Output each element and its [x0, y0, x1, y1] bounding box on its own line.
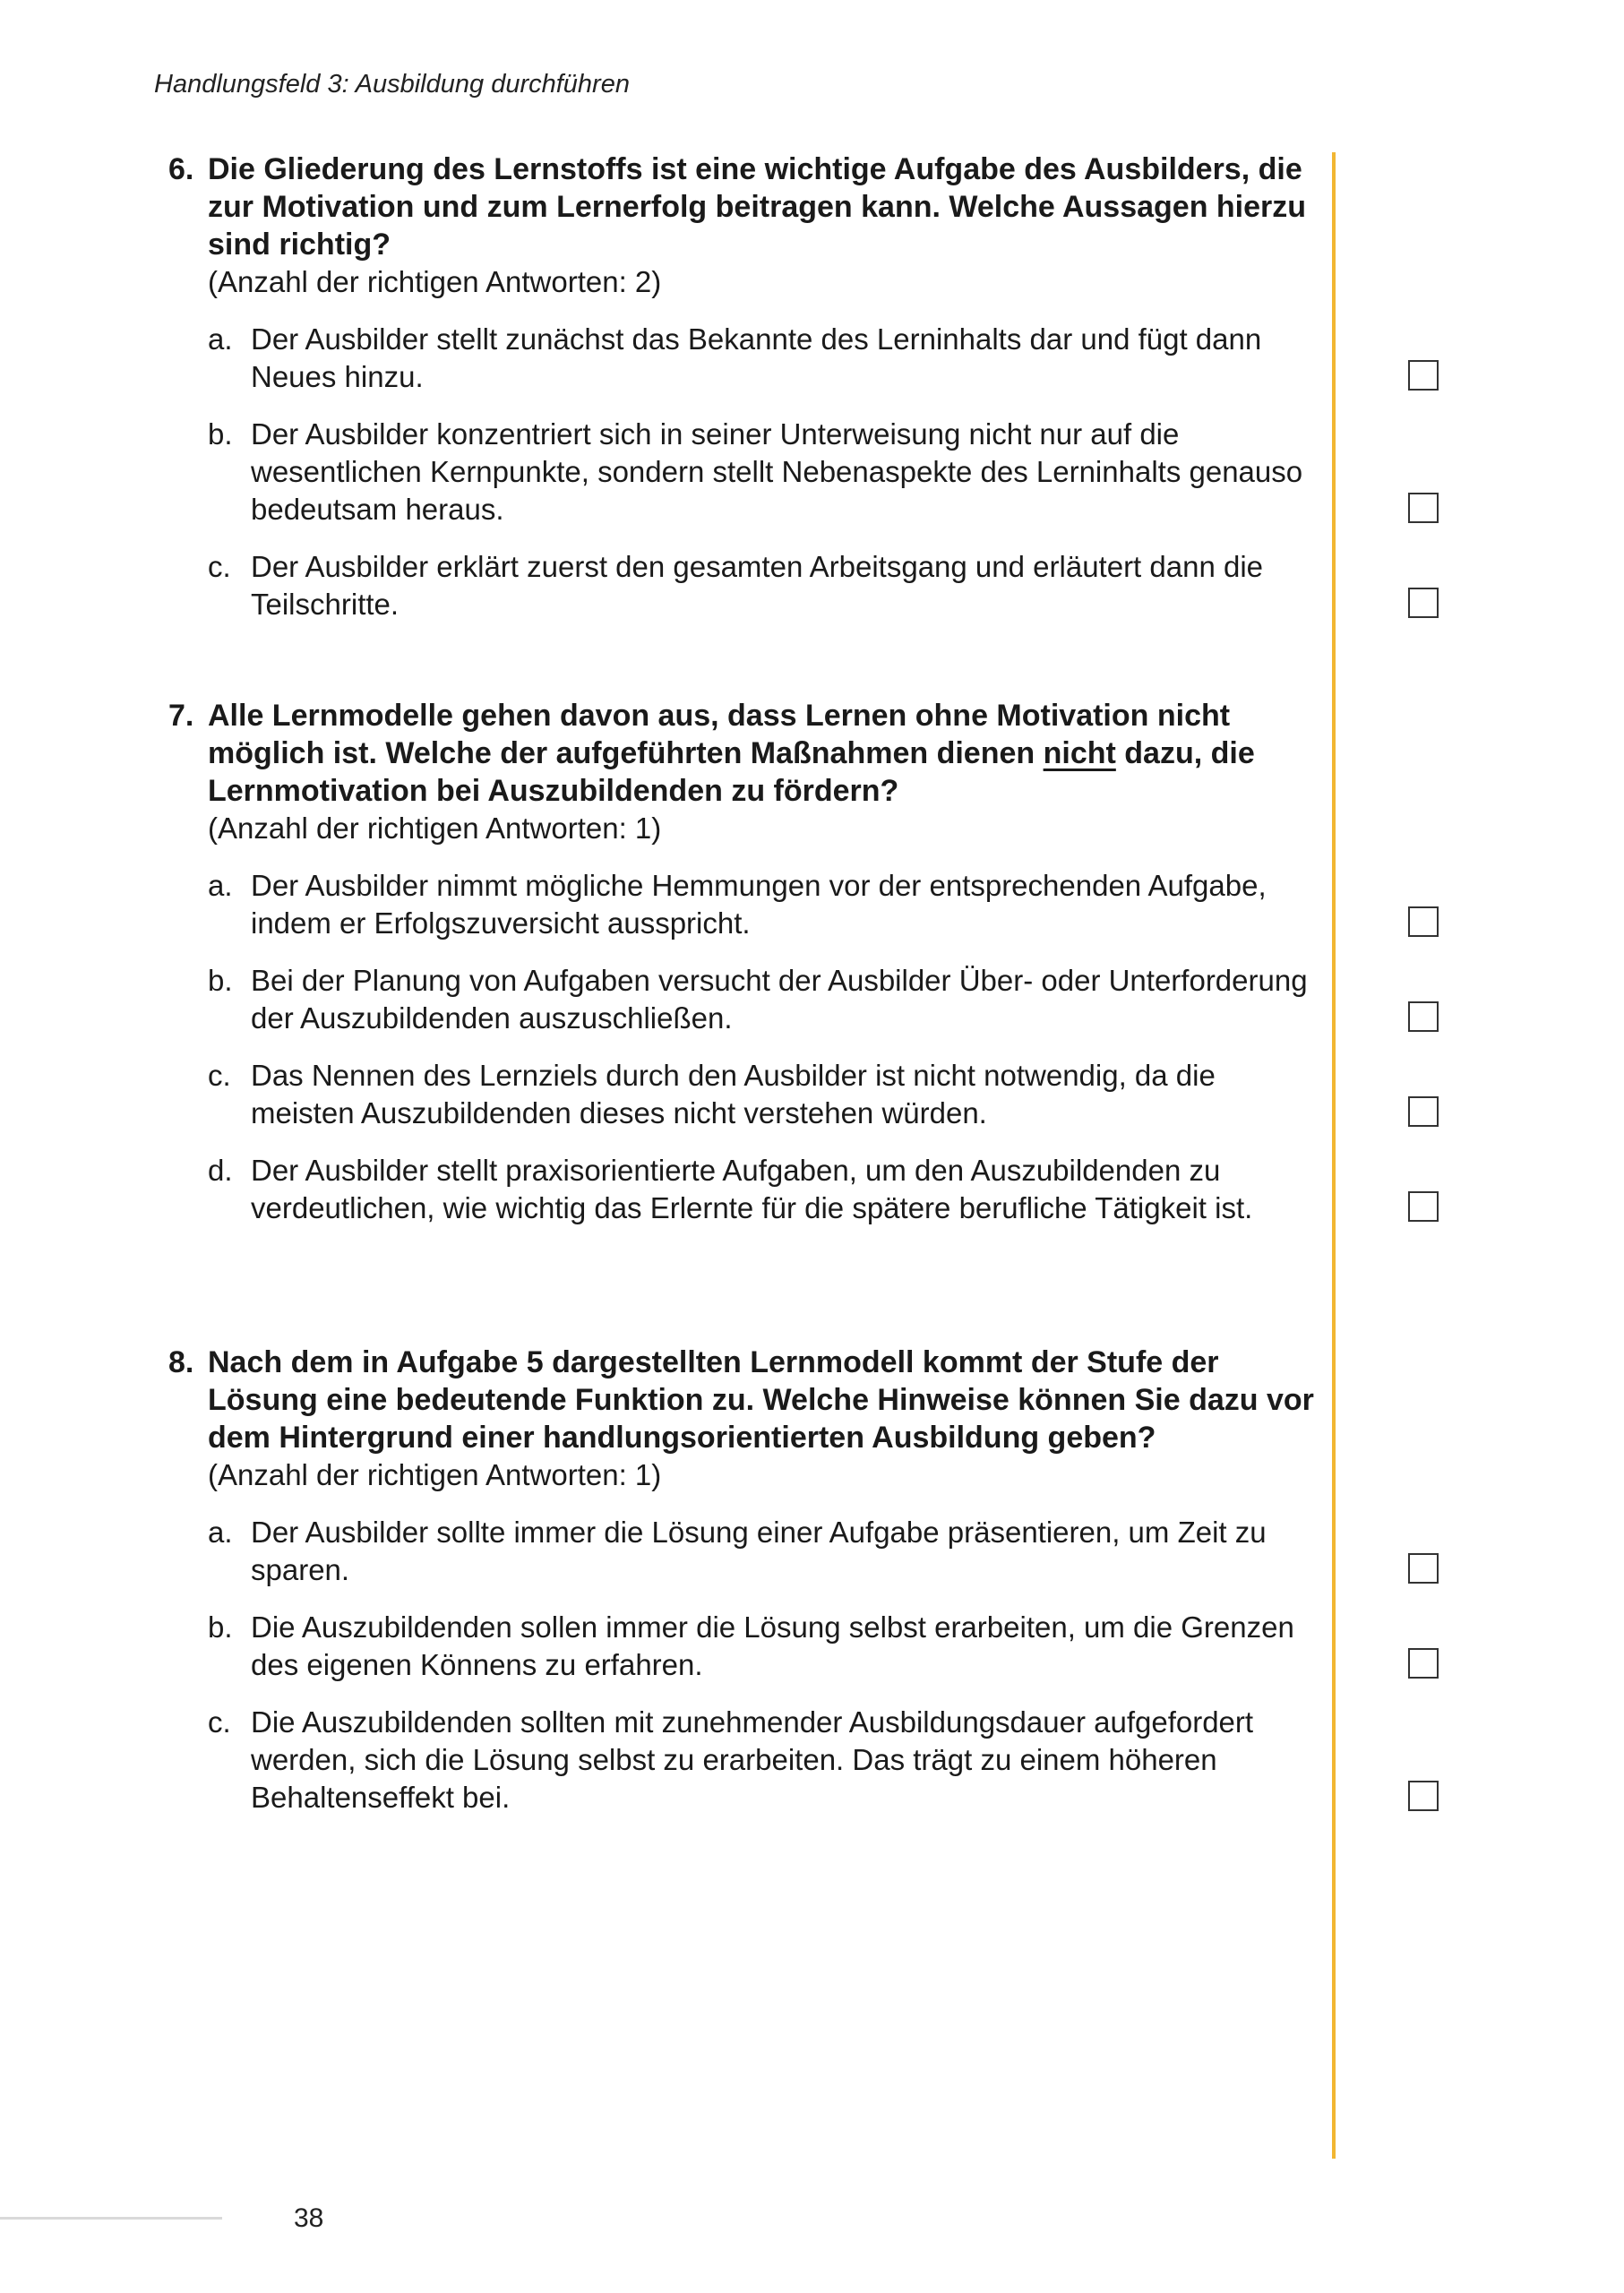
- answer-text: Bei der Planung von Aufgaben versucht der Ausbilder Über- oder Unterforderung der Auszubildenden auszuschließen.: [251, 964, 1308, 1035]
- answer-7a: [208, 867, 1324, 942]
- answer-6b-checkbox[interactable]: [1408, 493, 1439, 523]
- answer-7c-checkbox[interactable]: [1408, 1096, 1439, 1127]
- answer-6a-checkbox[interactable]: [1408, 360, 1439, 391]
- question-8: [168, 1344, 1324, 1836]
- answer-6b: [208, 416, 1324, 528]
- answer-8a-checkbox[interactable]: [1408, 1553, 1439, 1584]
- question-emphasis-underlined: nicht: [1043, 736, 1116, 770]
- answer-7a-checkbox[interactable]: [1408, 906, 1439, 937]
- question-number: 7.: [168, 699, 194, 733]
- question-7: [168, 697, 1324, 1247]
- margin-accent-line: [1332, 152, 1336, 2159]
- answer-8b-checkbox[interactable]: [1408, 1648, 1439, 1679]
- answer-letter: a.: [208, 322, 233, 356]
- answer-text: Der Ausbilder nimmt mögliche Hemmungen vor der entsprechenden Aufgabe, indem er Erfolgszuversicht ausspricht.: [251, 869, 1267, 940]
- answer-count-note: (Anzahl der richtigen Antworten: 1): [208, 1458, 662, 1491]
- question-text: Nach dem in Aufgabe 5 dargestellten Lernmodell kommt der Stufe der Lösung eine bedeutende Funktion zu. Welche Hinweise können Sie dazu vor dem Hintergrund einer handlungsorientierten Ausbildung geben?: [208, 1345, 1314, 1455]
- answer-8b: [208, 1609, 1324, 1684]
- answer-count-note: (Anzahl der richtigen Antworten: 1): [208, 812, 662, 845]
- question-text-end: dazu, die Lernmotivation bei Auszubildenden zu fördern?: [208, 736, 1255, 808]
- answer-text: Das Nennen des Lernziels durch den Ausbilder ist nicht notwendig, da die meisten Auszubildenden dieses nicht verstehen würden.: [251, 1059, 1216, 1129]
- answer-letter: b.: [208, 417, 233, 451]
- question-number: 8.: [168, 1345, 194, 1379]
- question-7-heading: [168, 697, 1324, 810]
- answer-text: Die Auszubildenden sollten mit zunehmender Ausbildungsdauer aufgefordert werden, sich die Lösung selbst zu erarbeiten. Das trägt zu einem höheren Behaltenseffekt bei.: [251, 1705, 1254, 1814]
- answer-text: Der Ausbilder konzentriert sich in seiner Unterweisung nicht nur auf die wesentlichen Kernpunkte, sondern stellt Nebenaspekte des Lerninhalts genauso bedeutsam heraus.: [251, 417, 1303, 526]
- page-number: 38: [294, 2203, 324, 2233]
- answer-letter: c.: [208, 1705, 231, 1739]
- answer-text: Der Ausbilder erklärt zuerst den gesamten Arbeitsgang und erläutert dann die Teilschritte.: [251, 550, 1264, 621]
- answer-7b: [208, 962, 1324, 1037]
- question-6: [168, 150, 1324, 643]
- answer-text: Der Ausbilder stellt praxisorientierte Aufgaben, um den Auszubildenden zu verdeutlichen, wie wichtig das Erlernte für die spätere berufliche Tätigkeit ist.: [251, 1154, 1253, 1224]
- answer-text: Die Auszubildenden sollen immer die Lösung selbst erarbeiten, um die Grenzen des eigenen Könnens zu erfahren.: [251, 1610, 1294, 1681]
- question-text: Die Gliederung des Lernstoffs ist eine wichtige Aufgabe des Ausbilders, die zur Motivation und zum Lernerfolg beitragen kann. Welche Aussagen hierzu sind richtig?: [208, 152, 1307, 262]
- answer-7c: [208, 1057, 1324, 1132]
- running-head: Handlungsfeld 3: Ausbildung durchführen: [154, 70, 630, 99]
- answer-text: Der Ausbilder sollte immer die Lösung einer Aufgabe präsentieren, um Zeit zu sparen.: [251, 1516, 1267, 1586]
- answer-list: [208, 321, 1324, 623]
- answer-7d-checkbox[interactable]: [1408, 1191, 1439, 1222]
- answer-letter: b.: [208, 964, 233, 997]
- question-6-heading: [168, 150, 1324, 263]
- answer-7b-checkbox[interactable]: [1408, 1001, 1439, 1032]
- footer-rule: [0, 2217, 222, 2220]
- answer-letter: b.: [208, 1610, 233, 1644]
- question-text-start: Alle Lernmodelle gehen davon aus, dass Lernen ohne Motivation nicht möglich ist. Welche der aufgeführten Maßnahmen dienen: [208, 699, 1231, 770]
- answer-letter: a.: [208, 869, 233, 902]
- answer-8c-checkbox[interactable]: [1408, 1781, 1439, 1811]
- answer-letter: c.: [208, 550, 231, 583]
- answer-letter: d.: [208, 1154, 233, 1187]
- answer-letter: a.: [208, 1516, 233, 1549]
- answer-8a: [208, 1514, 1324, 1589]
- answer-6c: [208, 548, 1324, 623]
- answer-8c: [208, 1704, 1324, 1816]
- answer-text: Der Ausbilder stellt zunächst das Bekannte des Lerninhalts dar und fügt dann Neues hinzu.: [251, 322, 1262, 393]
- answer-6a: [208, 321, 1324, 396]
- question-number: 6.: [168, 152, 194, 186]
- answer-list: [208, 1514, 1324, 1816]
- answer-count-note: (Anzahl der richtigen Antworten: 2): [208, 265, 662, 298]
- answer-letter: c.: [208, 1059, 231, 1092]
- answer-7d: [208, 1152, 1324, 1227]
- answer-list: [208, 867, 1324, 1227]
- question-8-heading: [168, 1344, 1324, 1456]
- answer-6c-checkbox[interactable]: [1408, 588, 1439, 618]
